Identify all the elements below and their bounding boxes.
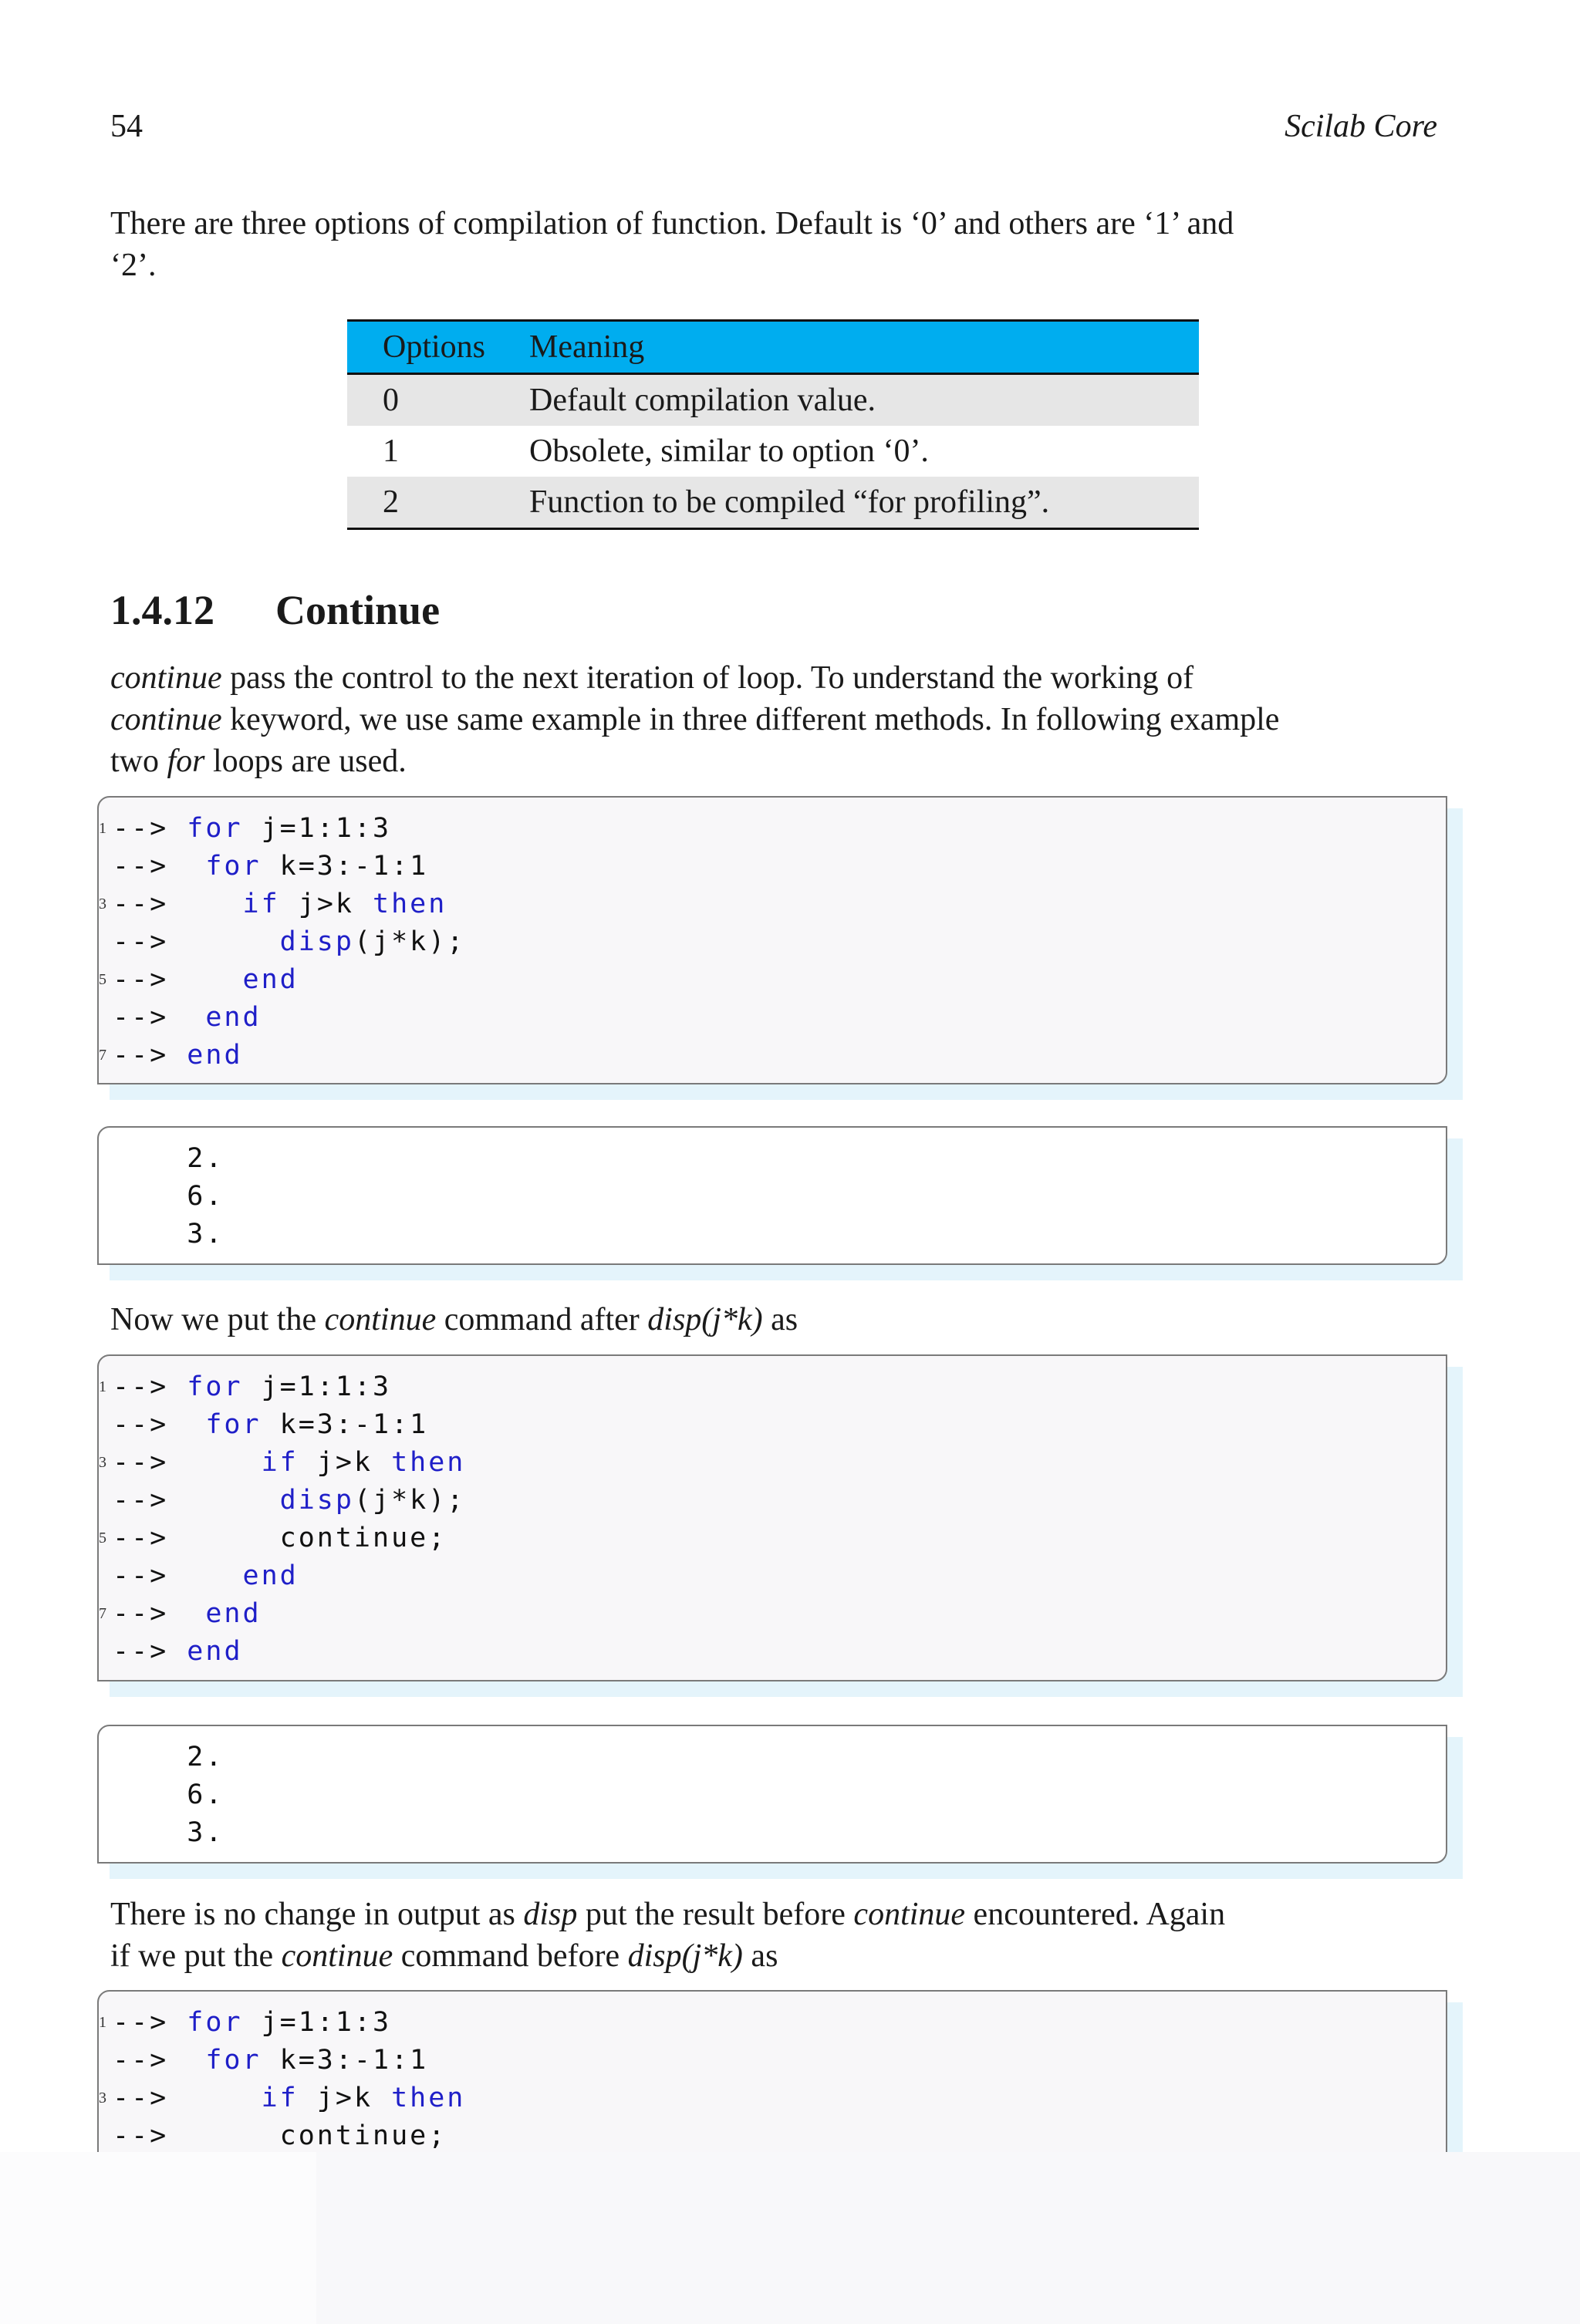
code-line: --> for k=3:-1:1 [113,851,429,882]
line-number: 5 [99,1530,106,1547]
section-title: Continue [275,587,441,633]
code-line: 3 --> if j>k then [113,1444,465,1482]
line-number: 1 [99,2014,106,2031]
keyword-text: disp(j*k) [627,1938,743,1974]
line-number: 3 [99,1454,106,1471]
keyword-text: continue [110,660,222,696]
keyword-text: continue [281,1938,393,1974]
keyword-text: continue [324,1302,437,1337]
keyword-text: disp(j*k) [647,1302,763,1337]
code-line: --> for k=3:-1:1 [113,2045,429,2076]
options-table [347,319,1199,530]
header-options: Options [383,329,486,365]
table-cell: 0 [383,383,399,418]
code-keyword: for [187,1371,243,1402]
output-line: 6. [113,1779,225,1810]
code-keyword: then [391,2083,466,2113]
table-cell: 1 [383,433,399,469]
header-meaning: Meaning [529,329,645,365]
line-number: 3 [99,2090,106,2106]
table-cell: 2 [383,484,399,520]
section-heading [110,586,440,634]
code-line: --> continue; [113,2120,447,2151]
intro-line-1: There are three options of compilation of function. Default is ‘0’ and others are ‘1’ and [110,206,1234,241]
code-line: 1 --> for j=1:1:3 [113,810,465,848]
code-keyword: end [242,1560,299,1591]
keyword-text: continue [110,702,222,737]
code-line: 3 --> if j>k then [113,2079,465,2117]
code-line: 7 --> end [113,1037,465,1074]
code-keyword: if [261,2083,299,2113]
body-text: pass the control to the next iteration of loop. To understand the working of [221,660,1194,696]
section-number: 1.4.12 [110,587,214,633]
code-keyword: then [391,1447,466,1478]
code-keyword: end [205,1002,262,1033]
page-bottom-overlay-2 [316,2152,1580,2324]
code-block-1 [97,796,1447,1084]
table-cell: Function to be compiled “for profiling”. [529,484,1050,520]
code-line: --> disp(j*k); [113,926,466,957]
paragraph-3: There is no change in output as disp put the result before continue encountered. Again if we put the continue command before disp(j*k) as [110,1897,1226,1974]
code-line: 3 --> if j>k then [113,885,465,923]
code-keyword: end [187,1636,243,1667]
keyword-text: for [167,744,205,779]
table-cell: Default compilation value. [529,383,876,418]
code-keyword: for [187,813,243,844]
code-line: 5 --> continue; [113,1520,465,1557]
line-number: 3 [99,896,106,912]
body-text: keyword, we use same example in three different methods. In following example [221,702,1280,737]
table-header-row [347,321,1199,374]
keyword-text: disp [523,1897,578,1932]
output-line: 3. [113,1219,225,1250]
code-keyword: for [187,2007,243,2038]
body-text: two [110,744,167,779]
table-row [347,477,1199,529]
code-keyword: for [205,1409,262,1440]
code-line: 1 --> for j=1:1:3 [113,1368,465,1406]
page-number: 54 [110,109,143,144]
code-keyword: end [205,1598,262,1629]
code-keyword: for [205,2045,262,2076]
running-title: Scilab Core [1285,109,1437,144]
code-line: 7 --> end [113,1595,465,1633]
code-keyword: for [205,851,262,882]
code-line: --> disp(j*k); [113,1485,466,1516]
output-block-1 [97,1126,1447,1265]
code-line: --> end [113,1636,243,1667]
code-keyword: end [242,964,299,995]
line-number: 7 [99,1605,106,1622]
page-header [110,108,1437,154]
output-line: 2. [113,1143,225,1174]
continue-paragraph [110,657,1437,782]
code-keyword: then [373,889,447,919]
code-line: --> end [113,1560,299,1591]
table-cell: Obsolete, similar to option ‘0’. [529,433,929,469]
output-block-2 [97,1725,1447,1864]
code-keyword: disp [279,926,354,957]
table-row [347,426,1199,477]
body-text: loops are used. [204,744,407,779]
output-line: 2. [113,1742,225,1773]
table-row [347,374,1199,427]
keyword-text: continue [853,1897,966,1932]
intro-line-2: ‘2’. [110,248,157,283]
line-number: 1 [99,1378,106,1395]
code-block-2 [97,1354,1447,1681]
code-line: --> for k=3:-1:1 [113,1409,429,1440]
code-line: 5 --> end [113,961,465,999]
intro-paragraph [110,203,1437,286]
code-keyword: end [187,1040,243,1071]
paragraph-2: Now we put the continue command after disp(j*k) as [110,1302,798,1337]
output-line: 3. [113,1817,225,1848]
line-number: 7 [99,1047,106,1064]
line-number: 5 [99,971,106,988]
code-keyword: disp [279,1485,354,1516]
code-keyword: if [242,889,280,919]
line-number: 1 [99,820,106,837]
code-line: 1 --> for j=1:1:3 [113,2004,465,2042]
code-keyword: if [261,1447,299,1478]
code-line: --> end [113,1002,262,1033]
output-line: 6. [113,1181,225,1212]
